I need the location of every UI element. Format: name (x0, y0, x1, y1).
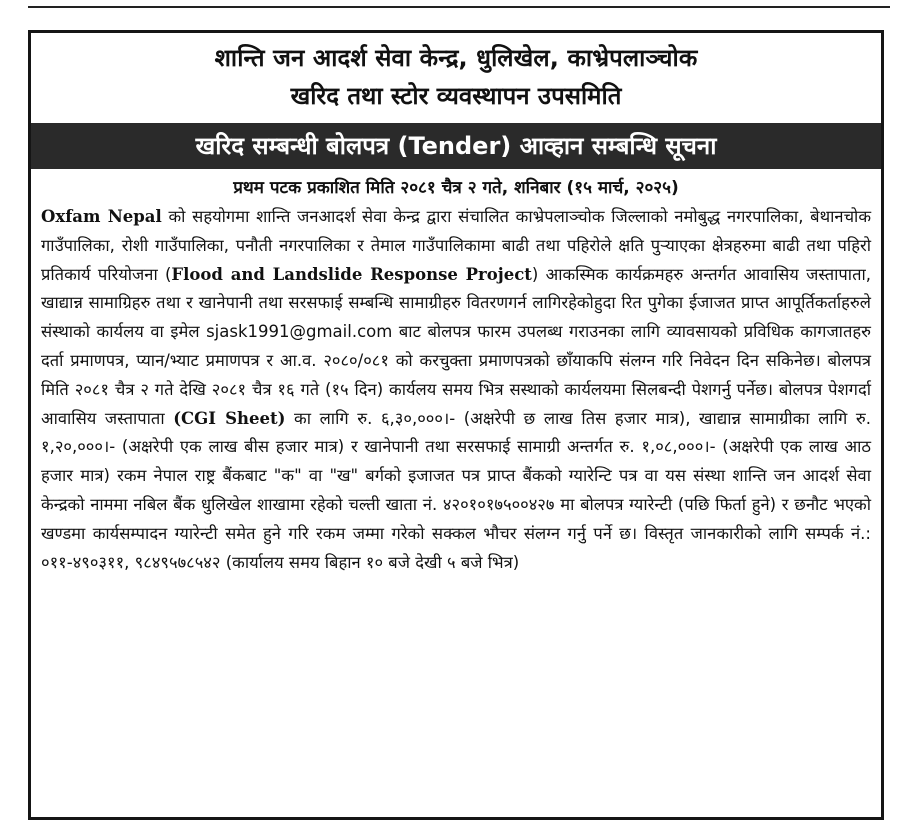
organization-name: शान्ति जन आदर्श सेवा केन्द्र, धुलिखेल, काभ्रेपलाञ्चोक (214, 44, 698, 72)
publication-date: प्रथम पटक प्रकाशित मिति २०८१ चैत्र २ गते, शनिबार (१५ मार्च, २०२५) (233, 178, 679, 198)
body-paragraph-part-1: को सहयोगमा शान्ति जनआदर्श सेवा केन्द्र द्वारा संचालित काभ्रेपलाञ्चोक जिल्लाको नमोबुद्ध नगरपालिका, बेथानचोक गाउँपालिका, रोशी गाउँपालिका, पनौती नगरपालिका र तेमाल गाउँपालिकामा बाढी तथा पहिरोले क्षति पुऱ्याएका क्षेत्रहरुमा बाढी तथा पहिरो प्रतिकार्य परियोजना ( (41, 207, 871, 284)
notice-title-banner: खरिद सम्बन्धी बोलपत्र (Tender) आव्हान सम्बन्धि सूचना (31, 123, 881, 169)
sponsor-name: Oxfam Nepal (41, 207, 162, 226)
body-paragraph-part-2: ) आकस्मिक कार्यक्रमहरु अन्तर्गत आवासिय जस्तापाता, खाद्यान्न सामाग्रिहरु तथा र खानेपानी तथा सरसफाई सम्बन्धि सामाग्रीहरु वितरणगर्न लागिरहेकोहुदा रित पुगेका ईजाजत प्राप्त आपूर्तिकर्ताहरुले संस्थाको कार्यलय वा इमेल sjask1991@gmail.com बाट बोलपत्र फारम उपलब्ध गराउनका लागि व्यावसायको प्रविधिक कागजातहरु दर्ता प्रमाणपत्र, प्यान/भ्याट प्रमाणपत्र र आ.व. २०८०/०८१ को करचुक्ता प्रमाणपत्रको छाँयाकपि संलग्न गरि निवेदन दिन सकिनेछ। बोलपत्र मिति २०८१ चैत्र २ गते देखि २०८१ चैत्र १६ गते (१५ दिन) कार्यलय समय भित्र सस्थाको कार्यलयमा सिलबन्दी पेशगर्नु पर्नेछ। बोलपत्र पेशगर्दा आवासिय जस्तापाता (41, 264, 871, 428)
subcommittee-name: खरिद तथा स्टोर व्यवस्थापन उपसमिति (290, 82, 622, 110)
cgi-sheet-label: (CGI Sheet) (173, 408, 286, 428)
notice-body (41, 203, 871, 577)
top-divider-line (28, 6, 890, 8)
project-name: Flood and Landslide Response Project (171, 264, 532, 284)
body-paragraph-part-3: का लागि रु. ६,३०,०००।- (अक्षरेपी छ लाख तिस हजार मात्र), खाद्यान्न सामाग्रीका लागि रु. १,२०,०००।- (अक्षरेपी एक लाख बीस हजार मात्र) र खानेपानी तथा सरसफाई सामाग्री अन्तर्गत रु. १,०८,०००।- (अक्षरेपी एक लाख आठ हजार मात्र) रकम नेपाल राष्ट्र बैंकबाट "क" वा "ख" बर्गको इजाजत पत्र प्राप्त बैंकको ग्यारेन्टि पत्र वा यस संस्था शान्ति जन आदर्श सेवा केन्द्रको नाममा नबिल बैंक धुलिखेल शाखामा रहेको चल्ती खाता नं. ४२०१०१७५००४२७ मा बोलपत्र ग्यारेन्टी (पछि फिर्ता हुने) र छनौट भएको खण्डमा कार्यसम्पादन ग्यारेन्टी समेत हुने गरि रकम जम्मा गरेको सक्कल भौचर संलग्न गर्नु पर्ने छ। विस्तृत जानकारीको लागि सम्पर्क नं.: ०११-४९०३११, ९८४९५७८५४२ (कार्यालय समय बिहान १० बजे देखी ५ बजे भित्र) (41, 408, 872, 572)
tender-notice-box (28, 30, 884, 820)
